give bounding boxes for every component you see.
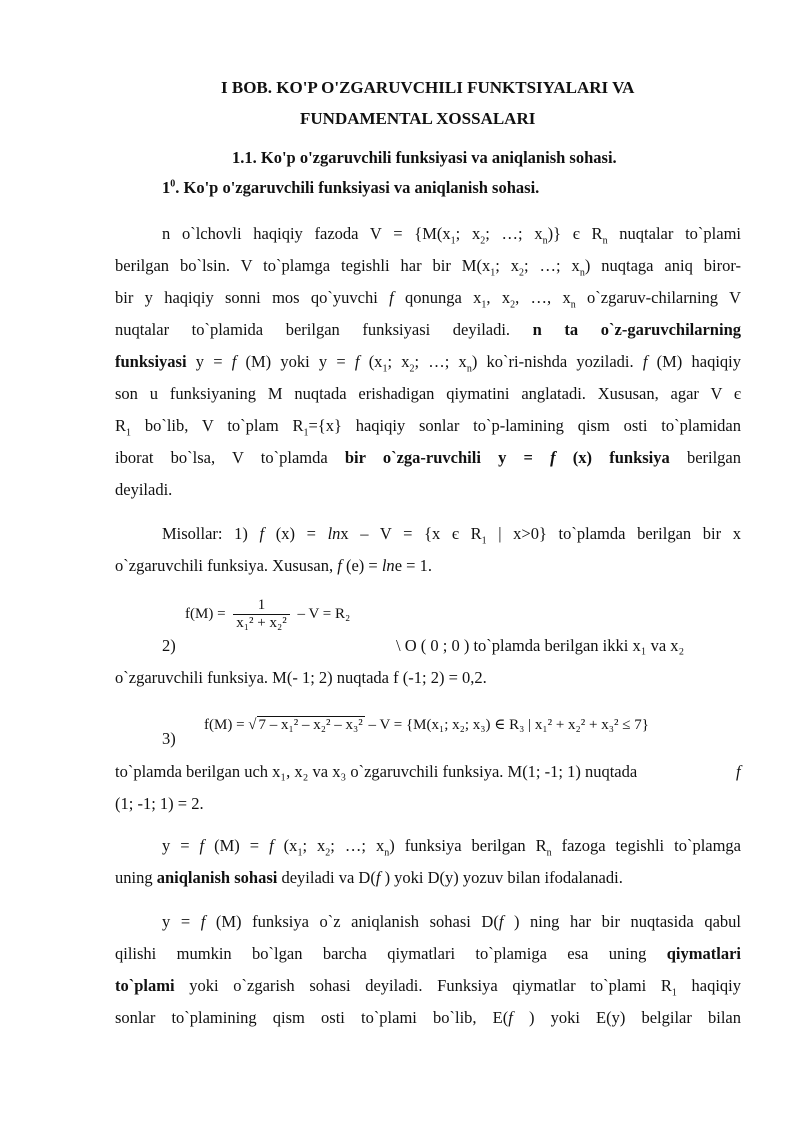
range-para-line2: qilishi mumkin bo`lgan barcha qiymatlari to`plamiga esa uning qiymatlari <box>115 944 741 963</box>
section-heading: 1.1. Ko'p o'zgaruvchili funksiyasi va aniqlanish sohasi. <box>232 148 617 167</box>
para1-line3: bir y haqiqiy sonni mos qo`yuvchi f qonunga $x_1$, $x_2$, …, $x_n$ o`zgaruv-chilarning V <box>115 288 741 311</box>
example3-label: 3) <box>162 729 176 748</box>
para1-line9: deyiladi. <box>115 480 173 499</box>
example3-line2: (1; -1; 1) = 2. <box>115 794 204 813</box>
formula-2: f(M) = $\frac{1}{\text{x₁² + x₂²}}$ – V = R₂ <box>185 597 351 631</box>
example2-tail: \ O ( 0 ; 0 ) to`plamda berilgan ikki x₁ va x₂ <box>396 636 685 655</box>
domain-para-line1: y = f (M) = f ($x_1$; $x_2$; …; $x_n$) funksiya berilgan $R_n$ fazoga tegishli to`plamga <box>162 836 742 859</box>
example2-label: 2) <box>162 636 176 655</box>
range-para-line1: y = f (M) funksiya o`z aniqlanish sohasi D(f ) ning har bir nuqtasida qabul <box>162 912 741 931</box>
para1-line1: n o`lchovli haqiqiy fazoda $V = \{M(x_1$; $x_2$; …; $x_n$)} є $R_n$ nuqtalar to`plami <box>162 224 741 247</box>
example3-line1: to`plamda berilgan uch x₁, x₂ va x₃ o`zgaruvchili funksiya. M(1; -1; 1) nuqtada <box>115 762 638 781</box>
example3-f: f <box>736 762 741 781</box>
para1-line4: nuqtalar to`plamida berilgan funksiyasi deyiladi. n ta o`z-garuvchilarning <box>115 320 741 339</box>
formula-2-fraction: $\frac{1}{\text{x₁² + x₂²}}$ <box>233 597 289 632</box>
chapter-title-line2: FUNDAMENTAL XOSSALARI <box>300 109 536 128</box>
example2-line2: o`zgaruvchili funksiya. M(- 1; 2) nuqtada f (-1; 2) = 0,2. <box>115 668 487 687</box>
subsection-heading: $1^0$. Ko'p o'zgaruvchili funksiyasi va aniqlanish sohasi. <box>162 178 540 197</box>
range-para-line4: sonlar to`plamining qism osti to`plami bo`lib, E(f ) yoki E(y) belgilar bilan <box>115 1008 741 1027</box>
para1-line7: $R_1$ bo`lib, V to`plam $R_1=\{x\}$ haqiqiy sonlar to`p-lamining qism osti to`plamidan <box>115 416 741 439</box>
domain-para-line2: uning aniqlanish sohasi deyiladi va D(f ) yoki D(y) yozuv bilan ifodalanadi. <box>115 868 623 887</box>
range-para-line3: to`plami yoki o`zgarish sohasi deyiladi. Funksiya qiymatlar to`plami $R_1$ haqiqiy <box>115 976 741 999</box>
para1-line6: son u funksiyaning M nuqtada erishadigan qiymatini anglatadi. Xususan, agar V є <box>115 384 741 403</box>
example1-line1: Misollar: 1) f (x) = lnx – V = {x є $R_1$ | x>0} to`plamda berilgan bir x <box>162 524 741 547</box>
example1-line2: o`zgaruvchili funksiya. Xususan, f (e) = lne = 1. <box>115 556 432 575</box>
formula-3: f(M) = √ 7 – x₁² – x₂² – x₃² – V = {M(x₁; x₂; x₃) ∈ R₃ | x₁² + x₂² + x₃² ≤ 7} <box>204 717 649 733</box>
para1-line5: funksiyasi y = f (M) yoki y = f ($x_1$; $x_2$; …; $x_n$) ko`ri-nishda yoziladi. f (M) haqiqiy <box>115 352 741 375</box>
para1-line8: iborat bo`lsa, V to`plamda bir o`zga-ruvchili y = f (x) funksiya berilgan <box>115 448 742 467</box>
chapter-title-line1: I BOB. KO'P O'ZGARUVCHILI FUNKTSIYALARI VA <box>221 78 635 97</box>
para1-line2: berilgan bo`lsin. V to`plamga tegishli har bir $M(x_1$; $x_2$; …; $x_n$) nuqtaga aniq biror- <box>115 256 742 279</box>
